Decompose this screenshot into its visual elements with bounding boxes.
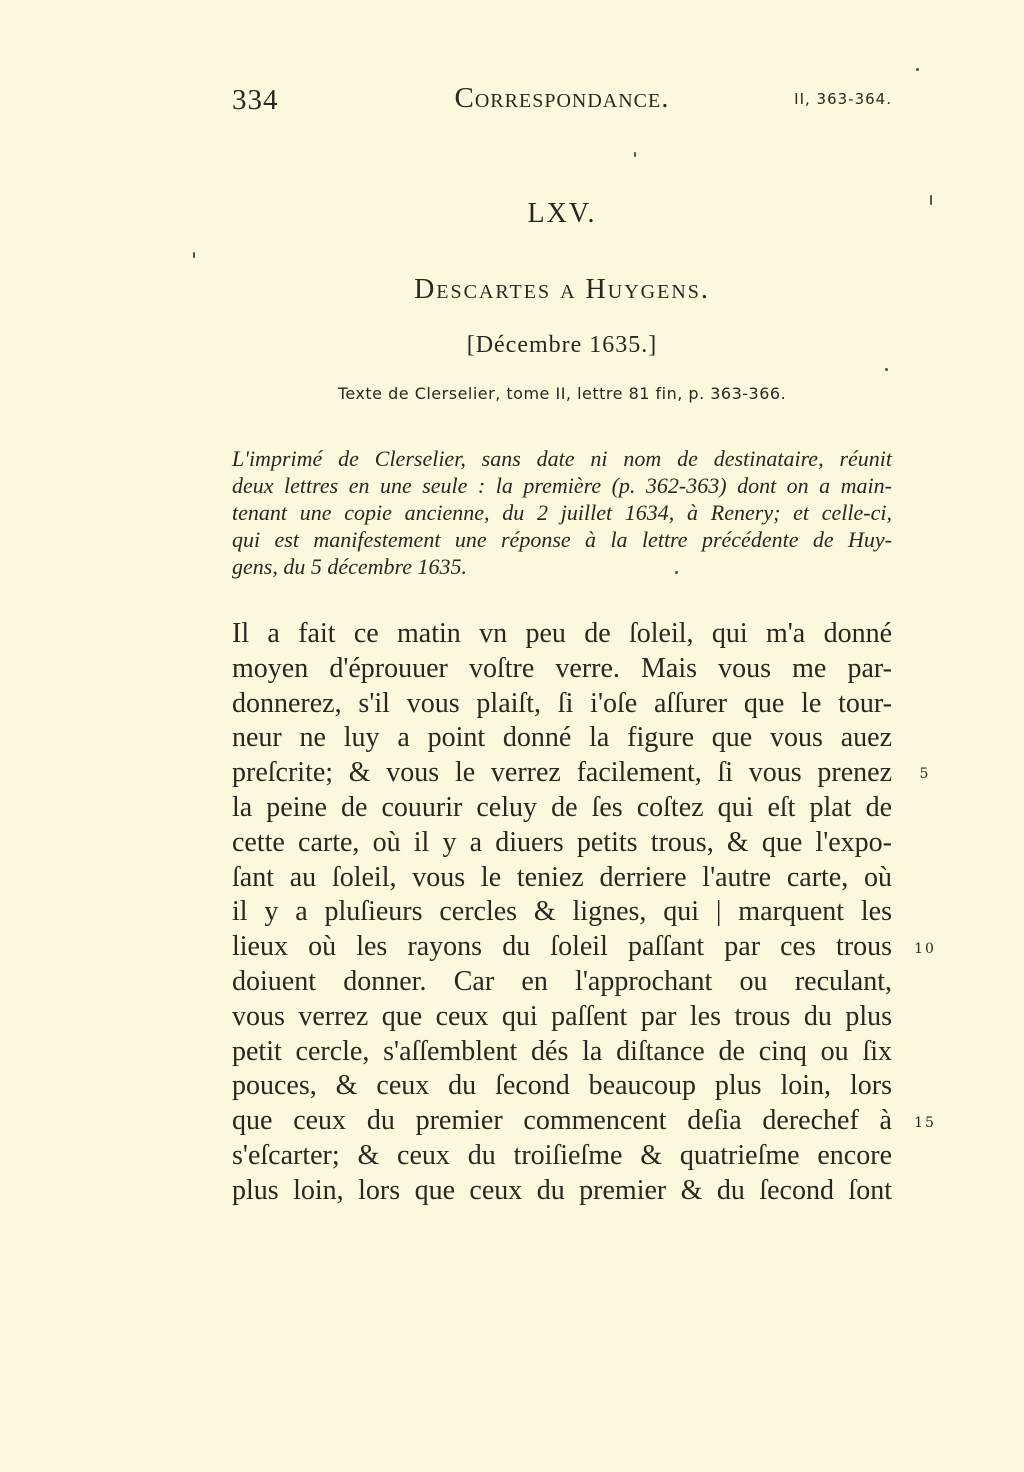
paper-speck [930,195,932,205]
intro-line: L'imprimé de Clerselier, sans date ni nom de destinataire, réunit [232,446,892,471]
body-line: s'eſcarter; & ceux du troiſieſme & quatrieſme encore [232,1139,892,1171]
letter-body [232,617,892,1209]
intro-line: tenant une copie ancienne, du 2 juillet 1634, à Renery; et celle-ci, [232,500,892,525]
intro-line: deux lettres en une seule : la première (p. 362-363) dont on a main- [232,473,892,498]
letter-number: LXV. [527,198,597,229]
margin-line-number: 5 [919,766,931,782]
body-line: cette carte, où il y a diuers petits trous, & que l'expo- [232,826,892,858]
running-head [232,82,892,122]
letter-date: [Décembre 1635.] [466,332,658,358]
body-line: vous verrez que ceux qui paſſent par les trous du plus [232,1000,892,1032]
body-line: la peine de couurir celuy de ſes coſtez qui eſt plat de [232,791,892,823]
paper-speck [675,571,678,574]
paper-speck [634,152,636,157]
letter-title: Descartes a Huygens. [414,274,710,305]
body-line: lieux où les rayons du ſoleil paſſant par ces trous [232,931,892,963]
paper-speck [916,68,919,71]
body-line: donnerez, s'il vous plaiſt, ſi i'oſe aſſurer que le tour- [232,687,892,719]
intro-line: gens, du 5 décembre 1635. [232,554,468,579]
paper-speck [193,252,195,258]
body-line: pouces, & ceux du ſecond beaucoup plus loin, lors [232,1070,892,1102]
body-line: petit cercle, s'aſſemblent dés la diſtance de cinq ou ſix [232,1035,892,1067]
body-line: plus loin, lors que ceux du premier & du ſecond ſont [232,1174,892,1206]
body-line: il y a pluſieurs cercles & lignes, qui | marquent les [232,896,892,928]
body-line: ſant au ſoleil, vous le teniez derriere l'autre carte, où [232,861,892,893]
running-title: Correspondance. [454,82,670,114]
page-number: 334 [232,84,279,116]
intro-line: qui est manifestement une réponse à la lettre précédente de Huy- [232,527,892,552]
paper-speck [885,368,888,371]
body-line: preſcrite; & vous le verrez facilement, ſi vous prenez [232,757,892,789]
body-line: Il a fait ce matin vn peu de ſoleil, qui m'a donné [232,618,892,649]
page-reference: II, 363-364. [794,90,892,108]
body-line: doiuent donner. Car en l'approchant ou reculant, [232,965,892,997]
body-line: moyen d'éprouuer voſtre verre. Mais vous me par- [232,652,892,684]
margin-line-number: 15 [914,1115,936,1131]
body-line: que ceux du premier commencent deſia derechef à [232,1105,892,1137]
editorial-introduction [232,445,892,580]
source-note: Texte de Clerselier, tome II, lettre 81 fin, p. 363-366. [337,384,787,403]
body-line: neur ne luy a point donné la figure que vous auez [232,722,892,754]
margin-line-number: 10 [914,941,936,957]
